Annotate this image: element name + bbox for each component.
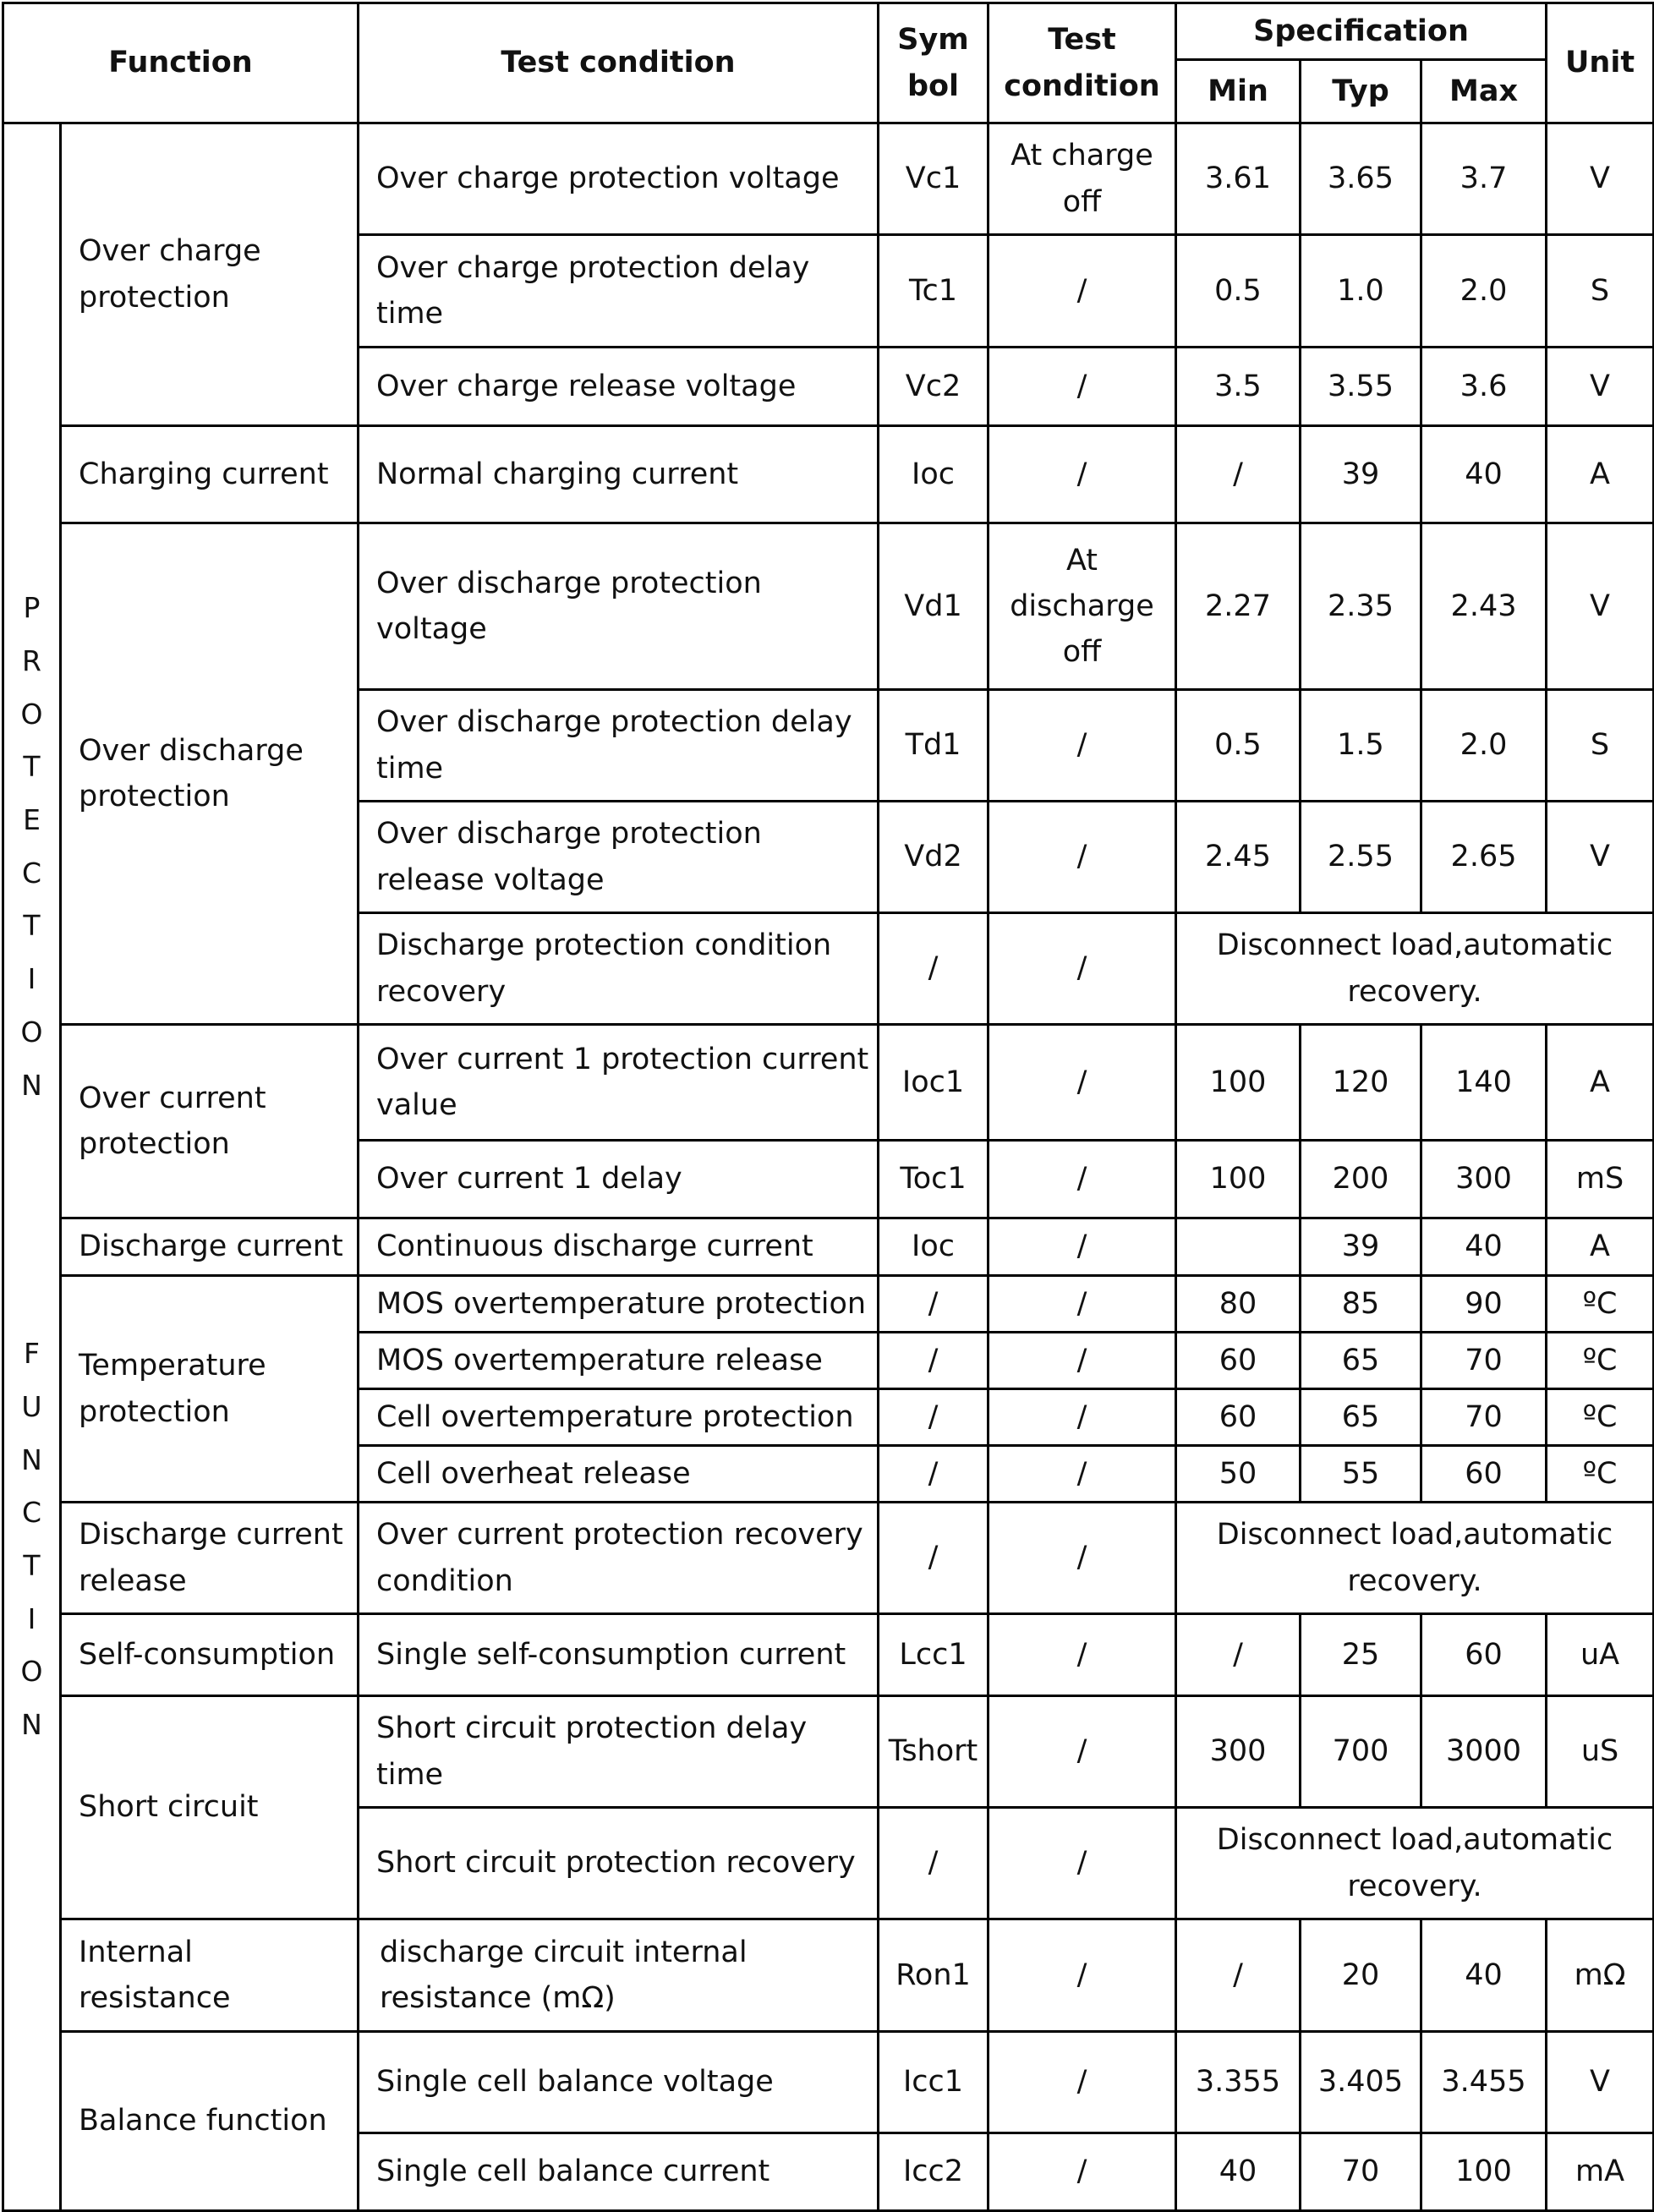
row-symbol: / — [879, 1446, 989, 1503]
group-short-circuit: Short circuit — [61, 1696, 359, 1919]
row-typ: 1.0 — [1301, 235, 1421, 348]
row-symbol: Ioc1 — [879, 1025, 989, 1141]
row-min: 2.45 — [1176, 802, 1301, 913]
row-symbol: Tshort — [879, 1696, 989, 1808]
row-min: 2.27 — [1176, 523, 1301, 690]
row-symbol: Vc2 — [879, 348, 989, 426]
row-min: 3.355 — [1176, 2032, 1301, 2133]
row-max: 60 — [1421, 1446, 1547, 1503]
vertical-letter: O — [20, 1655, 43, 1689]
row-condition: discharge circuit internal resistance (mΩ) — [359, 1919, 879, 2032]
row-unit: ºC — [1547, 1446, 1654, 1503]
row-typ: 3.55 — [1301, 348, 1421, 426]
row-test: / — [989, 690, 1176, 802]
row-symbol: / — [879, 1389, 989, 1446]
row-max: 2.43 — [1421, 523, 1547, 690]
row-condition: Over charge protection voltage — [359, 123, 879, 235]
row-max: 300 — [1421, 1141, 1547, 1218]
row-max: 70 — [1421, 1389, 1547, 1446]
row-spec-note: Disconnect load,automatic recovery. — [1176, 1808, 1654, 1919]
row-test: / — [989, 1614, 1176, 1696]
vertical-letter: P — [23, 591, 41, 625]
row-condition: Short circuit protection delay time — [359, 1696, 879, 1808]
row-symbol: / — [879, 1503, 989, 1614]
vertical-letter: E — [23, 803, 41, 837]
row-typ: 85 — [1301, 1276, 1421, 1333]
row-max: 2.0 — [1421, 690, 1547, 802]
row-typ: 39 — [1301, 1218, 1421, 1276]
group-self-consumption: Self-consumption — [61, 1614, 359, 1696]
group-temperature: Temperature protection — [61, 1276, 359, 1503]
row-symbol: / — [879, 1333, 989, 1389]
row-typ: 120 — [1301, 1025, 1421, 1141]
row-typ: 20 — [1301, 1919, 1421, 2032]
row-typ: 1.5 — [1301, 690, 1421, 802]
header-test-condition: Test condition — [359, 3, 879, 123]
row-test: / — [989, 913, 1176, 1025]
row-test: / — [989, 1696, 1176, 1808]
row-condition: MOS overtemperature release — [359, 1333, 879, 1389]
row-symbol: Td1 — [879, 690, 989, 802]
row-condition: Single self-consumption current — [359, 1614, 879, 1696]
row-condition: Discharge protection condition recovery — [359, 913, 879, 1025]
row-condition: Normal charging current — [359, 426, 879, 523]
row-test: At charge off — [989, 123, 1176, 235]
row-min: / — [1176, 426, 1301, 523]
vertical-letter: T — [23, 909, 41, 943]
row-spec-note: Disconnect load,automatic recovery. — [1176, 913, 1654, 1025]
row-typ: 65 — [1301, 1333, 1421, 1389]
row-test: / — [989, 1276, 1176, 1333]
row-typ: 2.55 — [1301, 802, 1421, 913]
row-unit: V — [1547, 802, 1654, 913]
row-symbol: / — [879, 1276, 989, 1333]
row-unit: A — [1547, 426, 1654, 523]
row-unit: A — [1547, 1025, 1654, 1141]
row-unit: ºC — [1547, 1333, 1654, 1389]
row-condition: Cell overheat release — [359, 1446, 879, 1503]
row-min: / — [1176, 1614, 1301, 1696]
row-condition: MOS overtemperature protection — [359, 1276, 879, 1333]
row-max: 40 — [1421, 426, 1547, 523]
row-condition: Over current 1 protection current value — [359, 1025, 879, 1141]
row-unit: ºC — [1547, 1276, 1654, 1333]
vertical-letter: T — [23, 1548, 41, 1582]
row-condition: Over current protection recovery condition — [359, 1503, 879, 1614]
group-internal-resistance: Internal resistance — [61, 1919, 359, 2032]
row-max: 100 — [1421, 2133, 1547, 2211]
vertical-letter: O — [20, 1015, 43, 1049]
row-unit: S — [1547, 235, 1654, 348]
row-typ: 70 — [1301, 2133, 1421, 2211]
row-condition: Over current 1 delay — [359, 1141, 879, 1218]
row-symbol: Vd2 — [879, 802, 989, 913]
row-condition: Over charge protection delay time — [359, 235, 879, 348]
row-test: / — [989, 802, 1176, 913]
vertical-letter: U — [21, 1389, 42, 1423]
row-typ: 700 — [1301, 1696, 1421, 1808]
row-test: / — [989, 1808, 1176, 1919]
row-max: 3000 — [1421, 1696, 1547, 1808]
group-discharge-release: Discharge current release — [61, 1503, 359, 1614]
row-unit: uS — [1547, 1696, 1654, 1808]
row-condition: Over charge release voltage — [359, 348, 879, 426]
group-over-charge: Over charge protection — [61, 123, 359, 426]
row-test: / — [989, 2133, 1176, 2211]
row-max: 60 — [1421, 1614, 1547, 1696]
row-min: / — [1176, 1919, 1301, 2032]
row-typ: 55 — [1301, 1446, 1421, 1503]
row-unit: V — [1547, 123, 1654, 235]
row-min — [1176, 1218, 1301, 1276]
row-min: 60 — [1176, 1389, 1301, 1446]
row-test: / — [989, 1141, 1176, 1218]
group-charging-current: Charging current — [61, 426, 359, 523]
row-unit: mA — [1547, 2133, 1654, 2211]
row-unit: V — [1547, 348, 1654, 426]
row-min: 3.61 — [1176, 123, 1301, 235]
row-test: / — [989, 1218, 1176, 1276]
header-typ: Typ — [1301, 60, 1421, 123]
row-min: 0.5 — [1176, 235, 1301, 348]
row-symbol: / — [879, 913, 989, 1025]
protection-spec-table — [2, 2, 1654, 2212]
row-symbol: Icc2 — [879, 2133, 989, 2211]
header-max: Max — [1421, 60, 1547, 123]
vertical-letter: F — [24, 1337, 40, 1371]
row-min: 50 — [1176, 1446, 1301, 1503]
group-over-current: Over current protection — [61, 1025, 359, 1218]
vertical-letter: T — [23, 750, 41, 784]
vertical-letter: C — [21, 856, 42, 890]
group-over-discharge: Over discharge protection — [61, 523, 359, 1025]
row-max: 3.455 — [1421, 2032, 1547, 2133]
header-function: Function — [3, 3, 359, 123]
row-unit: V — [1547, 523, 1654, 690]
row-condition: Cell overtemperature protection — [359, 1389, 879, 1446]
row-min: 40 — [1176, 2133, 1301, 2211]
vertical-letter: C — [21, 1496, 42, 1530]
row-test: / — [989, 1919, 1176, 2032]
row-unit: mΩ — [1547, 1919, 1654, 2032]
row-test: / — [989, 1446, 1176, 1503]
row-symbol: Tc1 — [879, 235, 989, 348]
row-condition: Over discharge protection voltage — [359, 523, 879, 690]
row-max: 140 — [1421, 1025, 1547, 1141]
group-balance: Balance function — [61, 2032, 359, 2211]
row-spec-note: Disconnect load,automatic recovery. — [1176, 1503, 1654, 1614]
row-test: / — [989, 2032, 1176, 2133]
row-condition: Continuous discharge current — [359, 1218, 879, 1276]
row-condition: Single cell balance current — [359, 2133, 879, 2211]
row-min: 80 — [1176, 1276, 1301, 1333]
row-max: 3.6 — [1421, 348, 1547, 426]
row-unit: A — [1547, 1218, 1654, 1276]
row-test: / — [989, 1025, 1176, 1141]
row-test: / — [989, 348, 1176, 426]
row-symbol: Lcc1 — [879, 1614, 989, 1696]
row-max: 40 — [1421, 1218, 1547, 1276]
vertical-letter: N — [21, 1708, 42, 1741]
row-symbol: Vc1 — [879, 123, 989, 235]
row-condition: Short circuit protection recovery — [359, 1808, 879, 1919]
protection-function-vertical-label — [3, 123, 61, 2211]
row-max: 2.0 — [1421, 235, 1547, 348]
row-symbol: Vd1 — [879, 523, 989, 690]
row-test: / — [989, 426, 1176, 523]
row-typ: 2.35 — [1301, 523, 1421, 690]
row-unit: S — [1547, 690, 1654, 802]
row-max: 2.65 — [1421, 802, 1547, 913]
row-min: 3.5 — [1176, 348, 1301, 426]
row-unit: ºC — [1547, 1389, 1654, 1446]
vertical-letter: R — [22, 644, 41, 677]
row-symbol: Ioc — [879, 1218, 989, 1276]
header-specification: Specification — [1176, 3, 1547, 60]
row-symbol: Ron1 — [879, 1919, 989, 2032]
header-test-condition-2: Test condition — [989, 3, 1176, 123]
row-min: 100 — [1176, 1025, 1301, 1141]
row-unit: uA — [1547, 1614, 1654, 1696]
row-condition: Single cell balance voltage — [359, 2032, 879, 2133]
row-test: / — [989, 235, 1176, 348]
row-max: 40 — [1421, 1919, 1547, 2032]
row-typ: 200 — [1301, 1141, 1421, 1218]
group-discharge-current: Discharge current — [61, 1218, 359, 1276]
row-test: / — [989, 1503, 1176, 1614]
row-typ: 25 — [1301, 1614, 1421, 1696]
vertical-letter: O — [20, 697, 43, 731]
row-typ: 65 — [1301, 1389, 1421, 1446]
row-max: 90 — [1421, 1276, 1547, 1333]
vertical-letter: I — [27, 1602, 36, 1635]
vertical-letter: N — [21, 1443, 42, 1476]
row-test: / — [989, 1389, 1176, 1446]
row-symbol: Ioc — [879, 426, 989, 523]
row-min: 100 — [1176, 1141, 1301, 1218]
row-test: At discharge off — [989, 523, 1176, 690]
row-max: 3.7 — [1421, 123, 1547, 235]
row-min: 300 — [1176, 1696, 1301, 1808]
header-symbol: Sym bol — [879, 3, 989, 123]
row-symbol: Toc1 — [879, 1141, 989, 1218]
row-min: 60 — [1176, 1333, 1301, 1389]
row-unit: mS — [1547, 1141, 1654, 1218]
vertical-letter: N — [21, 1068, 42, 1102]
row-symbol: / — [879, 1808, 989, 1919]
row-typ: 3.405 — [1301, 2032, 1421, 2133]
row-max: 70 — [1421, 1333, 1547, 1389]
row-min: 0.5 — [1176, 690, 1301, 802]
vertical-letter: I — [27, 962, 36, 996]
row-typ: 3.65 — [1301, 123, 1421, 235]
row-condition: Over discharge protection delay time — [359, 690, 879, 802]
header-unit: Unit — [1547, 3, 1654, 123]
row-symbol: Icc1 — [879, 2032, 989, 2133]
header-min: Min — [1176, 60, 1301, 123]
row-typ: 39 — [1301, 426, 1421, 523]
row-condition: Over discharge protection release voltage — [359, 802, 879, 913]
row-test: / — [989, 1333, 1176, 1389]
row-unit: V — [1547, 2032, 1654, 2133]
